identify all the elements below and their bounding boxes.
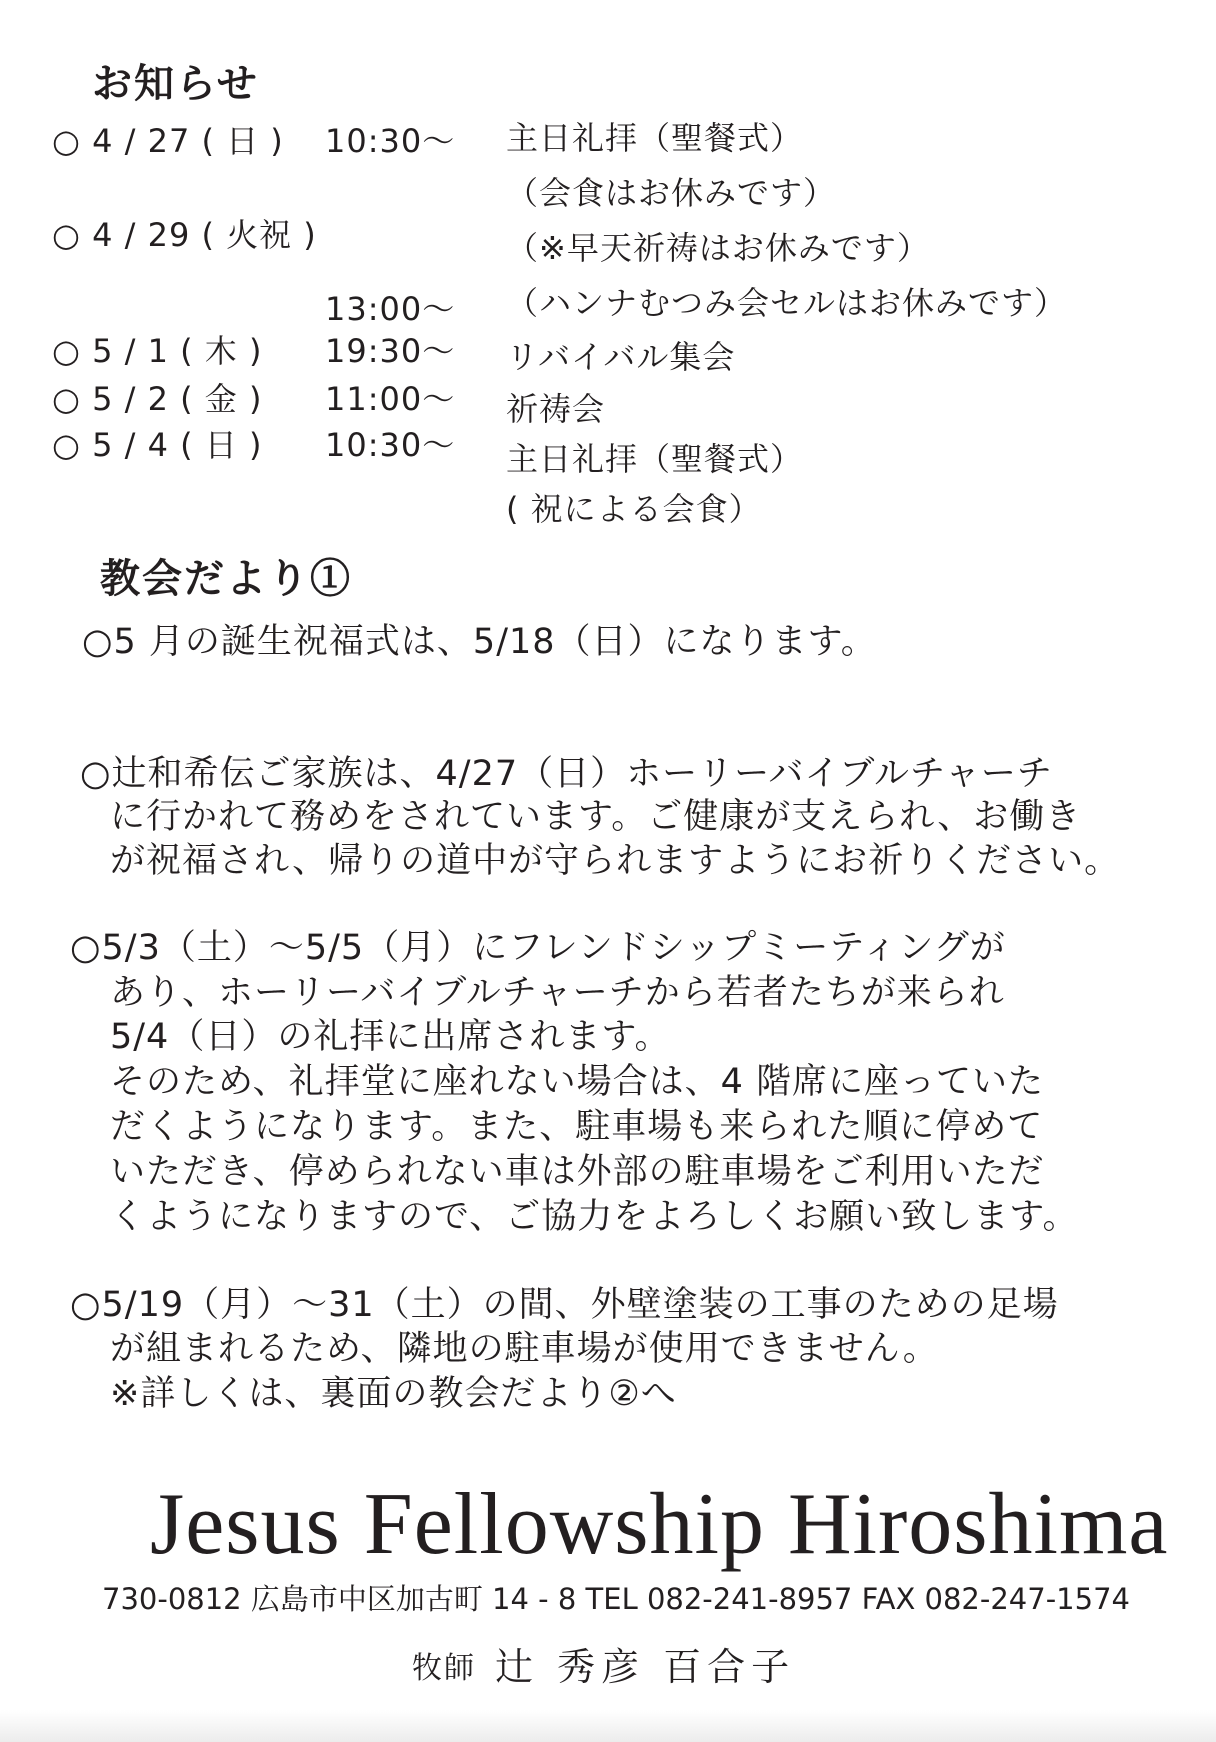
news-line: ○5 月の誕生祝福式は、5/18（日）になります。 bbox=[82, 622, 877, 662]
schedule-event: 主日礼拝（聖餐式） bbox=[506, 119, 804, 157]
schedule-event: リバイバル集会 bbox=[506, 338, 736, 376]
notices-heading: お知らせ bbox=[92, 60, 259, 107]
schedule-event: （※早天祈祷はお休みです） bbox=[506, 229, 930, 267]
schedule-date: ○ 4 / 29 ( 火祝 ) bbox=[52, 216, 317, 254]
schedule-event: （会食はお休みです） bbox=[506, 174, 837, 212]
church-news-heading: 教会だより① bbox=[100, 555, 352, 602]
church-name: Jesus Fellowship Hiroshima bbox=[150, 1476, 1169, 1573]
news-line: ○5/3（土）～5/5（月）にフレンドシップミーティングが bbox=[70, 928, 1006, 968]
news-line: くようになりますので、ご協力をよろしくお願い致します。 bbox=[110, 1197, 1079, 1237]
news-line: が祝福され、帰りの道中が守られますようにお祈りください。 bbox=[110, 841, 1121, 881]
schedule-event: 主日礼拝（聖餐式） bbox=[506, 440, 804, 478]
church-address: 730-0812 広島市中区加古町 14 - 8 TEL 082-241-8957 FAX 082-247-1574 bbox=[102, 1582, 1130, 1616]
news-line: が組まれるため、隣地の駐車場が使用できません。 bbox=[110, 1329, 939, 1369]
schedule-event: （ハンナむつみ会セルはお休みです） bbox=[506, 284, 1068, 322]
schedule-time: 19:30～ bbox=[325, 332, 456, 370]
page-bottom-shade bbox=[0, 1710, 1216, 1742]
schedule-date: ○ 5 / 4 ( 日 ) bbox=[52, 426, 263, 464]
news-line: あり、ホーリーバイブルチャーチから若者たちが来られ bbox=[110, 973, 1005, 1013]
schedule-time: 10:30～ bbox=[325, 122, 456, 160]
news-line: だくようになります。また、駐車場も来られた順に停めて bbox=[110, 1107, 1044, 1147]
news-line: ○辻和希伝ご家族は、4/27（日）ホーリーバイブルチャーチ bbox=[80, 754, 1053, 794]
schedule-time: 13:00～ bbox=[325, 290, 456, 328]
pastor-label: 牧師 bbox=[412, 1651, 476, 1686]
schedule-date: ○ 5 / 1 ( 木 ) bbox=[52, 332, 263, 370]
news-line: いただき、停められない車は外部の駐車場をご利用いただ bbox=[110, 1152, 1045, 1192]
news-line: そのため、礼拝堂に座れない場合は、4 階席に座っていた bbox=[110, 1062, 1044, 1102]
schedule-event: ( 祝による会食） bbox=[506, 490, 762, 528]
schedule-date: ○ 4 / 27 ( 日 ) bbox=[52, 122, 284, 160]
schedule-time: 11:00～ bbox=[325, 380, 456, 418]
news-line: 5/4（日）の礼拝に出席されます。 bbox=[110, 1017, 671, 1057]
news-line: に行かれて務めをされています。ご健康が支えられ、お働き bbox=[110, 797, 1082, 837]
news-line: ○5/19（月）～31（土）の間、外壁塗装の工事のための足場 bbox=[70, 1285, 1059, 1325]
pastor-names: 辻 秀彦 百合子 bbox=[495, 1645, 796, 1689]
schedule-date: ○ 5 / 2 ( 金 ) bbox=[52, 380, 263, 418]
schedule-event: 祈祷会 bbox=[506, 390, 606, 428]
schedule-time: 10:30～ bbox=[325, 426, 456, 464]
news-line: ※詳しくは、裏面の教会だより②へ bbox=[110, 1374, 677, 1414]
